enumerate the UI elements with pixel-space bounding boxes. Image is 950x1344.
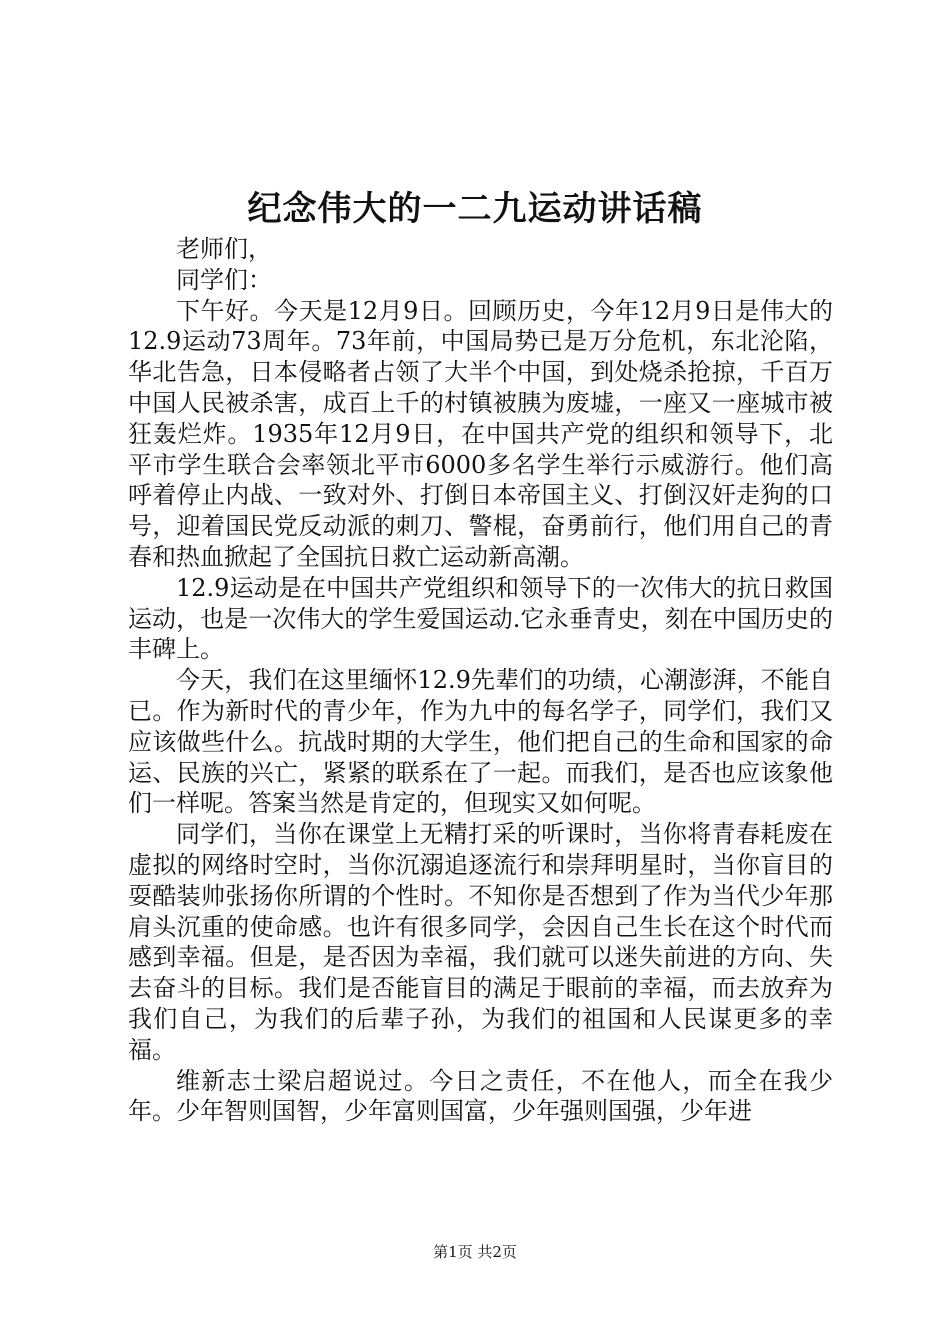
document-body (128, 234, 833, 1127)
greeting-teachers: 老师们， (176, 235, 272, 263)
greeting-students: 同学们： (176, 265, 272, 294)
page-footer: 第1页 共2页 (433, 1243, 517, 1261)
paragraph-3: 今天，我们在这里缅怀12.9先辈们的功绩，心潮澎湃，不能自已。作为新时代的青少年，作为九中的每名学子，同学们，我们又应该做些什么。抗战时期的大学生，他们把自己的生命和国家的命运、民族的兴亡，紧紧的联系在了一起。而我们，是否也应该象他们一样呢。答案当然是肯定的，但现实又如何呢。 (128, 666, 833, 818)
paragraph-2: 12.9运动是在中国共产党组织和领导下的一次伟大的抗日救国运动，也是一次伟大的学生爱国运动.它永垂青史，刻在中国历史的丰碑上。 (128, 573, 833, 664)
document-title: 纪念伟大的一二九运动讲话稿 (247, 189, 703, 229)
paragraph-4: 同学们，当你在课堂上无精打采的听课时，当你将青春耗废在虚拟的网络时空时，当你沉溺追逐流行和崇拜明星时，当你盲目的耍酷装帅张扬你所谓的个性时。不知你是否想到了作为当代少年那肩头沉重的使命感。也许有很多同学，会因自己生长在这个时代而感到幸福。但是，是否因为幸福，我们就可以迷失前进的方向、失去奋斗的目标。我们是否能盲目的满足于眼前的幸福，而去放弃为我们自己，为我们的后辈子孙，为我们的祖国和人民谋更多的幸福。 (128, 820, 833, 1064)
paragraph-5: 维新志士梁启超说过。今日之责任，不在他人，而全在我少年。少年智则国智，少年富则国富，少年强则国强，少年进 (128, 1066, 833, 1126)
paragraph-1: 下午好。今天是12月9日。回顾历史，今年12月9日是伟大的12.9运动73周年。73年前，中国局势已是万分危机，东北沦陷，华北告急，日本侵略者占领了大半个中国，到处烧杀抢掠，千百万中国人民被杀害，成百上千的村镇被胰为废墟，一座又一座城市被狂轰烂炸。1935年12月9日，在中国共产党的组织和领导下，北平市学生联合会率领北平市6000多名学生举行示威游行。他们高呼着停止内战、一致对外、打倒日本帝国主义、打倒汉奸走狗的口号，迎着国民党反动派的刺刀、警棍，奋勇前行，他们用自己的青春和热血掀起了全国抗日救亡运动新高潮。 (128, 296, 833, 571)
